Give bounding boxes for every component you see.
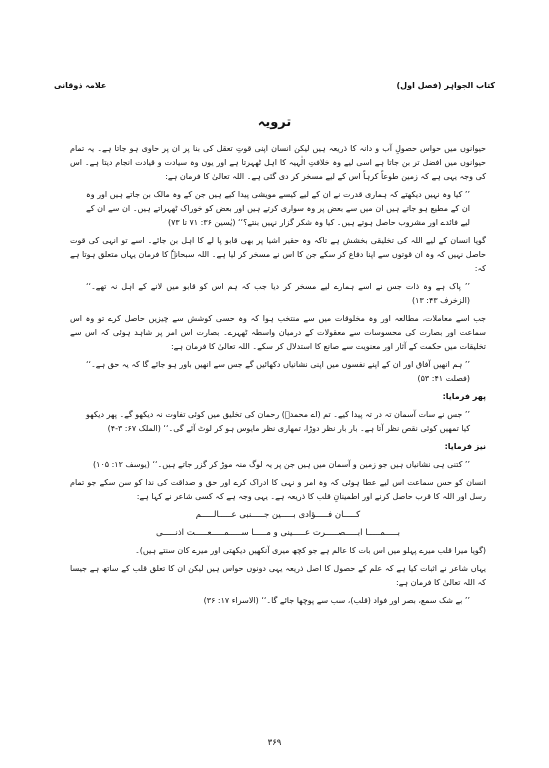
paragraph-text: ’’ ہم انھیں آفاق اور ان کے اپنے نفسوں میں اپنی نشانیاں دکھائیں گے جس سے انھیں باور ہو جائے گا کہ یہ حق ہے۔‘‘	[86, 360, 470, 369]
paragraph-text: نیز فرمایا:	[444, 442, 486, 451]
book-title: کتاب الجواہر (فصل اول)	[396, 81, 495, 90]
paragraph-text: (گویا میرا قلب میرے پہلو میں اس بات کا عالم ہے جو کچھ میری آنکھیں دیکھتی اور میرے کان سنتے ہیں)۔	[135, 546, 486, 555]
paragraph-text: ’’ کیا وہ نہیں دیکھتے کہ ہماری قدرت نے ان کے لیے کیسے مویشی پیدا کیے ہیں جن کے وہ مالک بن جاتے ہیں اور وہ ان کے مطیع ہو جاتے ہیں ان میں سے بعض پر وہ سواری کرتے ہیں اور بعض کو خوراک ٹھہراتے ہیں۔ ان سے ان کے لیے فائدے اور مشروب حاصل ہوتے ہیں۔ کیا وہ شکر گزار نہیں بنتے؟‘‘	[86, 190, 470, 227]
poem-line: بـــــمـــــا ابـــــصـــــرت عـــــینی و مـــــا ســـــمـــــعـــــت اذنـــــی	[156, 528, 400, 538]
quranic-quote	[70, 458, 486, 472]
transition-label	[70, 390, 486, 404]
body-paragraph	[70, 562, 486, 590]
paragraph-text: انسان کو حس سماعت اس لیے عطا ہوئی کہ وہ امر و نہی کا ادراک کرے اور حق و صداقت کی ندا کو سن سکے جو تمام رسل اور اللہ کا قرب حاصل کرنے اور اطمینانِ قلب کا ذریعہ ہے۔ یہی وجہ ہے کہ کسی شاعر نے کہا ہے:	[70, 478, 486, 501]
verse-reference: (یٰسین ۳۶: ۷۱ تا ۷۳)	[168, 218, 236, 227]
verse-reference: (فصلت ۴۱: ۵۳)	[417, 374, 470, 383]
quranic-quote	[70, 280, 486, 308]
verse-reference: (الاسراء ۱۷: ۳۶)	[203, 596, 259, 605]
body-paragraph	[70, 312, 486, 354]
author-name: علامہ ذوقانی	[54, 81, 107, 90]
paragraph-text: ’’ پاک ہے وہ ذات جس نے اسے ہمارے لیے مسخر کر دیا جب کہ ہم اس کو قابو میں لانے کے اہل نہ تھے۔‘‘	[86, 282, 470, 291]
paragraph-text: حیوانوں میں حواس حصولِ آب و دانہ کا ذریعہ ہیں لیکن انسان اپنی قوتِ تعقل کی بنا پر ان پر حاوی ہو جاتا ہے۔ یہ تمام حیوانوں میں افضل تر بن جاتا ہے اسی لیے وہ خلافتِ الٰہیہ کا اہل ٹھہرتا ہے اور یوں وہ سیادت و قیادت انجام دیتا ہے۔ اس کی وجہ یہی ہے کہ زمین طوعاً کرہاً اس کے لیے مسخر کر دی گئی ہے۔ اللہ تعالیٰ کا فرمان ہے:	[70, 144, 486, 181]
paragraph-text: یہاں شاعر نے اثبات کیا ہے کہ علم کے حصول کا اصل ذریعہ یہی دونوں حواس ہیں لیکن ان کا تعلق قلب کے ساتھ ہے جیسا کہ اللہ تعالیٰ کا فرمان ہے:	[70, 564, 486, 587]
body-text	[70, 142, 486, 612]
quranic-quote	[70, 408, 486, 436]
paragraph-text: ’’ جس نے سات آسمان تہ در تہ پیدا کیے۔ تم (اے محمدؐ) رحمان کی تخلیق میں کوئی تفاوت نہ دیکھو گے۔ پھر دیکھو کیا تمھیں کوئی نقص نظر آتا ہے۔ بار بار نظر دوڑا، تمھاری نظر مایوس ہو کر لوٹ آئے گی۔‘‘	[86, 410, 470, 433]
paragraph-text: پھر فرمایا:	[442, 392, 486, 401]
section-title: ترویہ	[257, 115, 292, 130]
quranic-quote	[70, 188, 486, 230]
body-paragraph	[70, 142, 486, 184]
paragraph-text: گویا انسان کے لیے اللہ کی تخلیقی بخشش ہے تاکہ وہ حقیر اشیا پر بھی قابو پا لے کا اہل بن جائے۔ اسے تو انہی کی قوت حاصل نہیں کہ وہ ان قوتوں سے اپنا دفاع کر سکے جن کا اس نے مسخر کر لیا ہے۔ اللہ سبحانہٗ کا فرمان یہاں متعلق ہوتا ہے کہ:	[70, 236, 486, 273]
quranic-quote	[70, 358, 486, 386]
quranic-quote	[70, 594, 486, 608]
body-paragraph	[70, 476, 486, 504]
verse-reference: (الملک ۶۷: ۳-۴)	[107, 424, 161, 433]
poem-line: کـــــان فـــــؤادی بـــــین جـــــنبی عـــــالـــــم	[195, 510, 361, 520]
transition-label	[70, 440, 486, 454]
body-paragraph	[70, 544, 486, 558]
paragraph-text: ’’ کتنی ہی نشانیاں ہیں جو زمین و آسمان میں ہیں جن پر یہ لوگ منہ موڑ کر گزر جاتے ہیں۔‘‘	[152, 460, 470, 469]
body-paragraph	[70, 234, 486, 276]
paragraph-text: جب اسے معاملات، مطالعہ اور وہ مخلوقات میں سے منتخب ہوا کہ وہ حسی کوشش سے چیزیں حاصل کرے تو وہ اس سماعت اور بصارت کی محسوسات سے معقولات کے درمیان واسطہ ٹھہرے۔ بصارت اس امر پر شاہد ہوئی کہ اس سے تخلیقات میں حکمت کے آثار اور معنویت سے صانع کا استدلال کر سکے۔ اللہ تعالیٰ کا فرمان ہے:	[70, 314, 486, 351]
verse-reference: (الزخرف ۴۳: ۱۳)	[412, 296, 470, 305]
paragraph-text: ’’ بے شک سمع، بصر اور فواد (قلب)، سب سے پوچھا جائے گا۔‘‘	[261, 596, 470, 605]
verse-reference: (یوسف ۱۲: ۱۰۵)	[93, 460, 150, 469]
running-header	[54, 78, 495, 94]
page-number: ۳۶۹	[267, 738, 282, 748]
